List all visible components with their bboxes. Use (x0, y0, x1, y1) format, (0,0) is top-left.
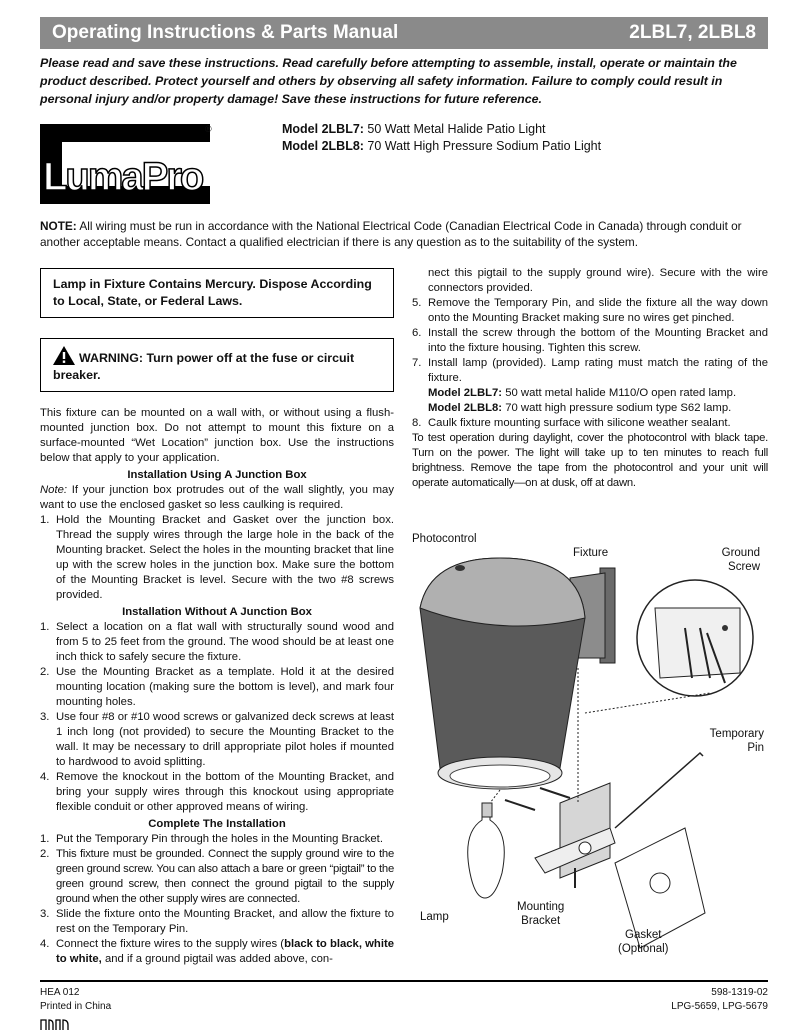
footer-left: HEA 012 Printed in China (40, 987, 112, 1012)
step-eight (412, 416, 768, 431)
heading-without-junction-box: Installation Without A Junction Box (122, 606, 312, 618)
list-item: 2. This fixture must be grounded. Connect the supply ground wire to the green ground screw. You can also attach a bare or green “pigtail” to the green ground screw, then connect the ground pigtail to the supply ground when the other supply wires are connected. (40, 848, 394, 905)
warning-box: WARNING: Turn power off at the fuse or circuit breaker. (40, 338, 394, 392)
list-item: 3. Use four #8 or #10 wood screws or galvanized deck screws at least 1 inch long (not provided) to secure the Mounting Bracket to the wall. It may be necessary to drill appropriate pilot holes if mounted to hardwood to avoid splitting. (40, 711, 394, 768)
mounting-paragraph: This fixture can be mounted on a wall with, or without using a flush-mounted junction box. Do not attempt to mount this fixture on a surface-mounted “Wet Location” junction box. Use the instructions below that apply to your application. (40, 407, 394, 464)
without-box-steps (40, 620, 394, 815)
warning-icon (53, 346, 75, 365)
registered-mark: ® (205, 124, 212, 134)
model-line-1: Model 2LBL7: 50 Watt Metal Halide Patio Light (282, 122, 546, 136)
lamp-rating-2: Model 2LBL8: 70 watt high pressure sodium type S62 lamp. (428, 402, 732, 414)
installation-diagram (410, 528, 770, 958)
list-item: 4. Connect the fixture wires to the supply wires (black to black, white to white, and if a ground pigtail was added above, con- (40, 938, 394, 965)
recycle-marks (40, 1018, 70, 1030)
label-fixture: Fixture (573, 547, 609, 559)
junction-box-note: Note: If your junction box protrudes out of the wall slightly, you may want to use the enclosed gasket so less caulking is required. (40, 484, 394, 511)
header-bar (40, 17, 768, 49)
label-lamp: Lamp (420, 911, 449, 923)
list-item: 8. Caulk fixture mounting surface with silicone weather sealant. (412, 417, 731, 429)
lamp-rating-1: Model 2LBL7: 50 watt metal halide M110/O open rated lamp. (428, 387, 737, 399)
model-numbers: 2LBL7, 2LBL8 (629, 22, 756, 43)
list-item: 2. Use the Mounting Bracket as a template. Hold it at the desired mounting location (making sure the bottom is level), and mark four mounting holes. (40, 666, 394, 708)
label-gasket: Gasket (Optional) (618, 929, 669, 955)
model-line-2: Model 2LBL8: 70 Watt High Pressure Sodium Patio Light (282, 139, 602, 153)
intro-warning: Please read and save these instructions. Read carefully before attempting to assemble, install, operate or maintain the product described. Protect yourself and others by observing all safety information. Failure to comply could result in personal injury and/or property damage! Save these instructions for future reference. (40, 56, 737, 106)
footer-divider (40, 980, 768, 982)
complete-steps (40, 832, 394, 967)
svg-text:LumaPro: LumaPro (43, 155, 203, 199)
manual-title: Operating Instructions & Parts Manual (52, 22, 399, 43)
models-block (282, 121, 601, 155)
label-ground-screw: Ground Screw (721, 547, 760, 573)
wiring-note: NOTE: All wiring must be run in accordance with the National Electrical Code (Canadian Electrical Code in Canada) through conduit or another acceptable means. Contact a qualified electrician if there is any question as to the suitability of the system. (40, 219, 742, 249)
lumapro-logo (40, 124, 210, 204)
list-item: 1. Put the Temporary Pin through the holes in the Mounting Bracket. (40, 833, 383, 845)
list-item: 5. Remove the Temporary Pin, and slide the fixture all the way down onto the Mounting Bracket making sure no wires get pinched. (412, 297, 768, 324)
right-steps (412, 296, 768, 386)
list-item: 3. Slide the fixture onto the Mounting Bracket, and allow the fixture to rest on the Temporary Pin. (40, 908, 394, 935)
label-photocontrol: Photocontrol (412, 533, 477, 545)
right-column (412, 266, 768, 491)
mercury-notice: Lamp in Fixture Contains Mercury. Dispose According to Local, State, or Federal Laws. (40, 268, 394, 318)
footer-right: 598-1319-02 LPG-5659, LPG-5679 (671, 987, 768, 1012)
heading-with-junction-box: Installation Using A Junction Box (127, 469, 307, 481)
label-mounting-bracket: Mounting Bracket (517, 901, 565, 927)
list-item: 4. Remove the knockout in the bottom of the Mounting Bracket, and bring your supply wires through this knockout using appropriate flexible conduit or other approved means of wiring. (40, 771, 394, 813)
with-box-steps (40, 513, 394, 603)
heading-complete-installation: Complete The Installation (148, 818, 286, 830)
list-item: 7. Install lamp (provided). Lamp rating must match the rating of the fixture. (412, 357, 768, 384)
left-column (40, 268, 394, 967)
list-item: 6. Install the screw through the bottom of the Mounting Bracket and into the fixture housing. Tighten this screw. (412, 327, 768, 354)
continued-step: nect this pigtail to the supply ground wire). Secure with the wire connectors provided. (428, 267, 768, 294)
label-temporary-pin: Temporary Pin (709, 728, 764, 754)
list-item: 1. Hold the Mounting Bracket and Gasket over the junction box. Thread the supply wires through the large hole in the back of the Mounting bracket. Select the holes in the mounting bracket that line up with the screw holes in the junction box. Make sure the bottom of the Mounting Bracket is level. Secure with the two #8 screws provided. (40, 514, 394, 601)
list-item: 1. Select a location on a flat wall with structurally sound wood and from 5 to 25 feet from the ground. The wood should be at least one inch thick to safely secure the fixture. (40, 621, 394, 663)
test-paragraph: To test operation during daylight, cover the photocontrol with black tape. Turn on the power. The light will take up to ten minutes to reach full brightness. Remove the tape from the photocontrol and your unit will operate automatically—on at dusk, off at dawn. (412, 432, 768, 489)
